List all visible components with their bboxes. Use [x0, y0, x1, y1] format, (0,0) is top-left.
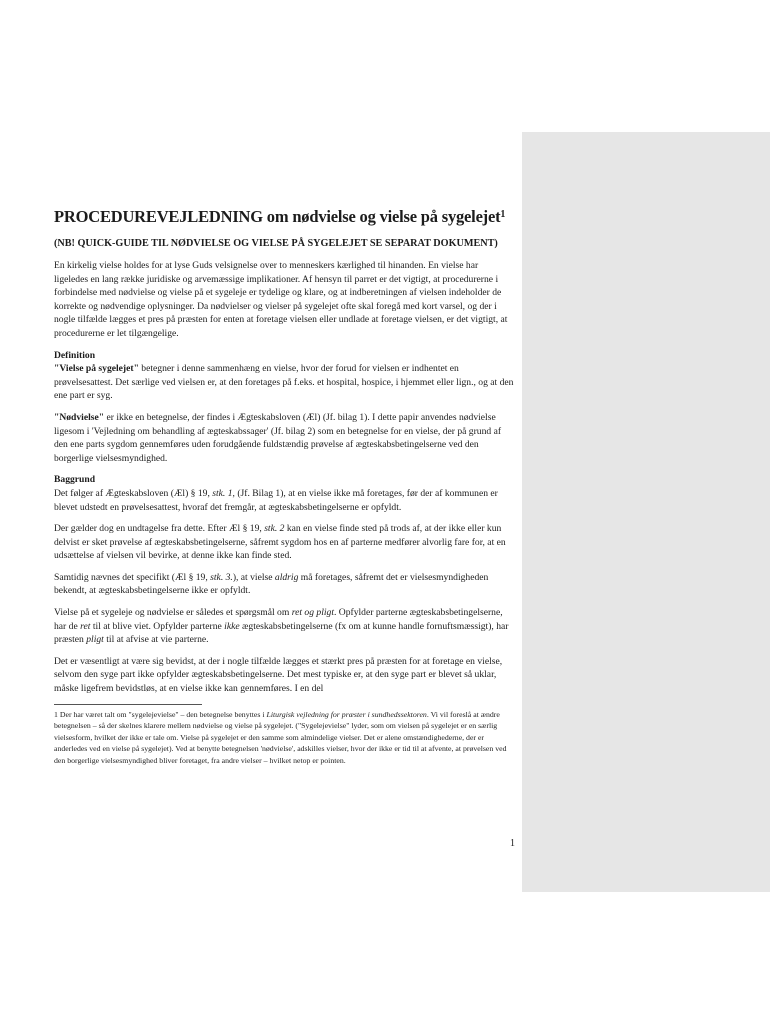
- background-heading: Baggrund: [54, 474, 96, 486]
- term-noedvielse: "Nødvielse": [54, 411, 105, 423]
- term-vielse-paa-sygelejet: "Vielse på sygelejet": [54, 363, 139, 375]
- definition-paragraph-2: "Nødvielse" er ikke en betegnelse, der findes i Ægteskabsloven (Æl) (Jf. bilag 1). I dette papir anvendes nødvielse ligesom i 'Vejledning om behandling af ægteskabssager' (Jf. bilag 2) som en betegnelse for en vielse, der på grund af den ene parts sygdom gennemføres uden forudgående fuldstændig prøvelse af ægteskabsbetingelserne ved den borgerlige vielsesmyndighed.: [54, 411, 502, 464]
- background-paragraph-4: Vielse på et sygeleje og nødvielse er således et spørgsmål om ret og pligt. Opfylder parterne ægteskabsbetingelserne, har de ret til at blive viet. Opfylder parterne ikke ægteskabsbetingelserne (fx om at kunne handle fornuftsmæssigt), har præsten pligt til at afvise at vie parterne.: [54, 607, 509, 646]
- background-paragraph-3: Samtidig nævnes det specifikt (Æl § 19, stk. 3.), at vielse aldrig må foretages, såfremt det er vielsesmyndigheden bekendt, at ægteskabsbetingelserne ikke er opfyldt.: [54, 571, 489, 597]
- footnote-ref[interactable]: 1: [500, 209, 506, 220]
- document-subtitle: (NB! QUICK-GUIDE TIL NØDVIELSE OG VIELSE PÅ SYGELEJET SE SEPARAT DOKUMENT): [54, 238, 498, 249]
- footnote: 1 Der har været talt om "sygelejevielse" – den betegnelse benyttes i Liturgisk vejledning for præster i sundhedssektoren. Vi vil foreslå at ændre betegnelsen – så der skelnes klarere mellem nødvielse og vielse på sygelejet. ("Sygelejevielse" lyder, som om vielsen på sygelejet er en særlig vielsesform, hvilket der ikke er tale om. Vielse på sygelejet er den samme som almindelige vielser. Det er alene omstændighederne, der er anderledes ved en vielse på sygelejet). Ved at benytte betegnelsen 'nødvielse', adskilles vielser, hvor der ikke er tid til at afvente, at prøvelsen ved den borgerlige vielsesmyndighed bliver foretaget, fra andre vielser – hvilket netop er pointen.: [54, 709, 507, 765]
- document-title: PROCEDUREVEJLEDNING om nødvielse og vielse på sygelejet$^1$: [54, 207, 506, 226]
- document-page: [54, 207, 514, 767]
- page-number: 1: [510, 838, 515, 849]
- background-paragraph-5: Det er væsentligt at være sig bevidst, at der i nogle tilfælde lægges et stærkt pres på præsten for at foretage en vielse, selvom den syge part ikke opfylder ægteskabsbetingelserne. Det mest typiske er, at den syge part er blevet så uklar, måske ligefrem bevidstløs, at en vielse ikke kan gennemføres. I en del: [54, 655, 503, 695]
- comment-pane: [522, 132, 770, 892]
- footnote-number: 1: [54, 709, 58, 719]
- background-paragraph-2: Der gælder dog en undtagelse fra dette. Efter Æl § 19, stk. 2 kan en vielse finde sted på trods af, at der ikke eller kun delvist er sket prøvelse af ægteskabsbetingelserne, såfremt sygdom hos en af parterne medfører alvorlig fare for, at en udsættelse af vielsen vil bevirke, at denne ikke kan finde sted.: [54, 523, 506, 562]
- footnote-separator: [54, 704, 202, 705]
- background-paragraph-1: Baggrund Det følger af Ægteskabsloven (Æl) § 19, stk. 1, (Jf. Bilag 1), at en vielse ikke må foretages, før der af kommunen er blevet udstedt en prøvelsesattest, hvoraf det fremgår, at ægteskabsbetingelserne er opfyldt.: [54, 473, 514, 514]
- definition-heading: Definition: [54, 349, 96, 361]
- definition-paragraph-1: Definition "Vielse på sygelejet" betegner i denne sammenhæng en vielse, hvor der forud for vielsen er indhentet en prøvelsesattest. Det særlige ved vielsen er, at den foretages på f.eks. et hospital, hospice, i hjemmet eller lign., og at den ene part er syg.: [54, 349, 514, 402]
- intro-paragraph: En kirkelig vielse holdes for at lyse Guds velsignelse over to menneskers kærlighed til hinanden. En vielse har ligeledes en lang række juridiske og arvemæssige implikationer. Af hensyn til parret er det vigtigt, at procedurerne i forbindelse med nødvielse og vielse på et sygeleje er tydelige og klare, og at indberetningen af vielsen indeholder de korrekte og nødvendige oplysninger. Da nødvielser og vielser på sygelejet ofte skal foregå med kort varsel, og der i nogle tilfælde lægges et pres på præsten for enten at foretage vielsen eller undlade at foretage vielsen, er det vigtigt, at procedurerne er let tilgængelige.: [54, 260, 508, 339]
